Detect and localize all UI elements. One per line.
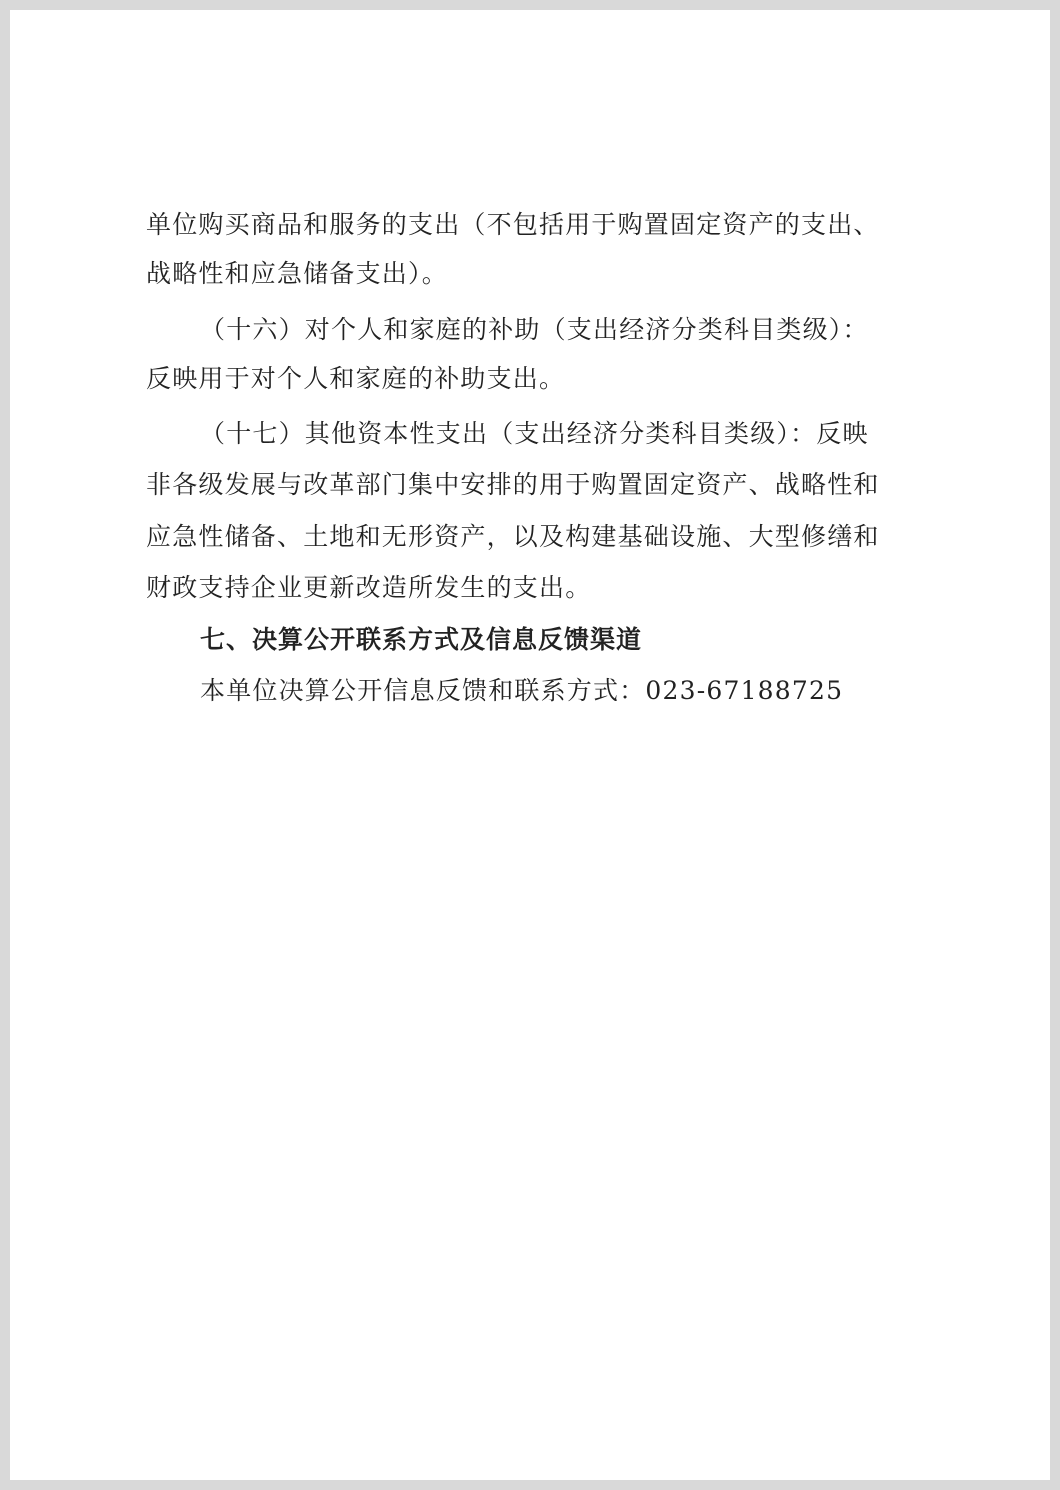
contact-line: 本单位决算公开信息反馈和联系方式：023-67188725 xyxy=(200,676,844,705)
document-page xyxy=(10,10,1050,1480)
section-heading: 七、决算公开联系方式及信息反馈渠道 xyxy=(200,625,643,654)
paragraph-line: 财政支持企业更新改造所发生的支出。 xyxy=(146,573,592,602)
paragraph-line: 应急性储备、土地和无形资产，以及构建基础设施、大型修缮和 xyxy=(146,522,880,551)
paragraph-line: 战略性和应急储备支出）。 xyxy=(146,259,448,288)
paragraph-line: 单位购买商品和服务的支出（不包括用于购置固定资产的支出、 xyxy=(146,210,880,239)
paragraph-line: 非各级发展与改革部门集中安排的用于购置固定资产、战略性和 xyxy=(146,470,880,499)
paragraph-line: （十六）对个人和家庭的补助（支出经济分类科目类级）： xyxy=(200,315,869,344)
paragraph-line: （十七）其他资本性支出（支出经济分类科目类级）：反映 xyxy=(200,419,869,448)
paragraph-line: 反映用于对个人和家庭的补助支出。 xyxy=(146,364,566,393)
